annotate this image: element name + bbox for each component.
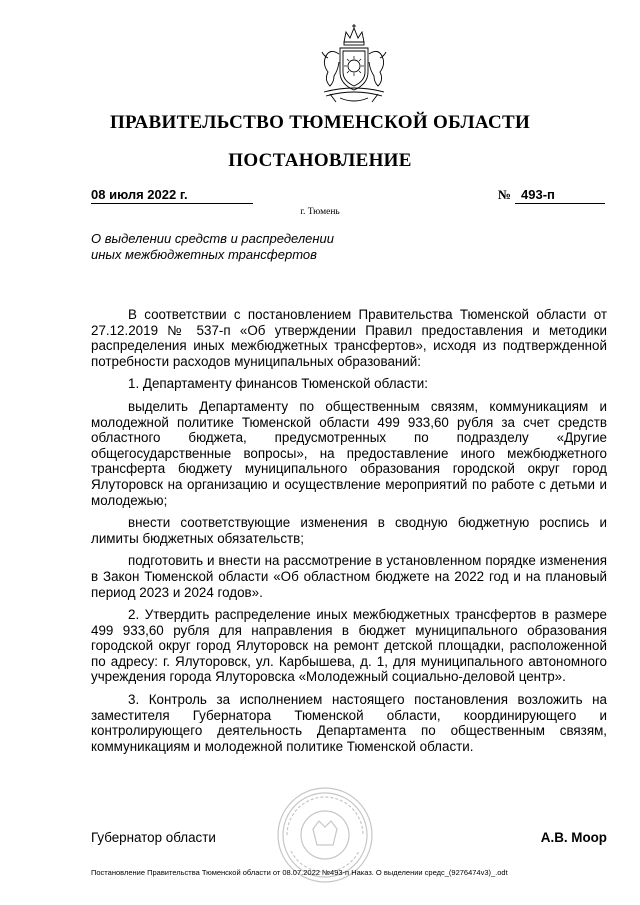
- document-number: 493-п: [515, 187, 605, 204]
- body-paragraph: внести соответствующие изменения в сводную бюджетную роспись и лимиты бюджетных обязательств;: [91, 515, 607, 546]
- body-paragraph: выделить Департаменту по общественным связям, коммуникациям и молодежной политике Тюменской области 499 933,60 рубля за счет средств областного бюджета, предусмотренных по подразделу «Другие общегосударственные вопросы», на предоставление иного межбюджетного трансферта бюджету муниципального образования городской округ город Ялуторовск на организацию и осуществление мероприятий по работе с детьми и молодежью;: [91, 398, 607, 508]
- body-paragraph: подготовить и внести на рассмотрение в установленном порядке изменения в Закон Тюменской области «Об областном бюджете на 2022 год и на плановый период 2023 и 2024 годов».: [91, 553, 607, 600]
- subject-line: иных межбюджетных трансфертов: [91, 247, 317, 262]
- subject-line: О выделении средств и распределении: [91, 231, 335, 246]
- footer-filename: Постановление Правительства Тюменской области от 08.07.2022 №493-п Наказ. О выделении средс_(9276474v3)_.odt: [91, 868, 508, 877]
- document-date: 08 июля 2022 г.: [91, 187, 253, 204]
- body-paragraph: 3. Контроль за исполнением настоящего постановления возложить на заместителя Губернатора Тюменской области, координирующего и контролирующего деятельность Департамента по общественным связям, коммуникациям и молодежной политике Тюменской области.: [91, 692, 607, 754]
- city: г. Тюмень: [300, 207, 340, 217]
- number-sign: №: [498, 187, 512, 202]
- document-body: [91, 307, 607, 761]
- signatory-name: А.В. Моор: [540, 830, 607, 845]
- document-subject: [91, 231, 391, 263]
- government-title: ПРАВИТЕЛЬСТВО ТЮМЕНСКОЙ ОБЛАСТИ: [109, 112, 531, 133]
- body-paragraph: В соответствии с постановлением Правительства Тюменской области от 27.12.2019 № 537-п «Об утверждении Правил предоставления и методики распределения иных межбюджетных трансфертов», исходя из подтвержденной потребности расходов муниципальных образований:: [91, 307, 607, 369]
- coat-of-arms-icon: [310, 22, 398, 108]
- body-paragraph: 1. Департаменту финансов Тюменской области:: [128, 376, 428, 392]
- document-type: ПОСТАНОВЛЕНИЕ: [228, 150, 412, 171]
- signatory-position: Губернатор области: [91, 830, 216, 845]
- body-paragraph: 2. Утвердить распределение иных межбюджетных трансфертов в размере 499 933,60 рубля для направления в бюджет муниципального образования городской округ город Ялуторовск на ремонт детской площадки, расположенной по адресу: г. Ялуторовск, ул. Карбышева, д. 1, для муниципального автономного учреждения города Ялуторовска «Молодежный социально-деловой центр».: [91, 607, 607, 685]
